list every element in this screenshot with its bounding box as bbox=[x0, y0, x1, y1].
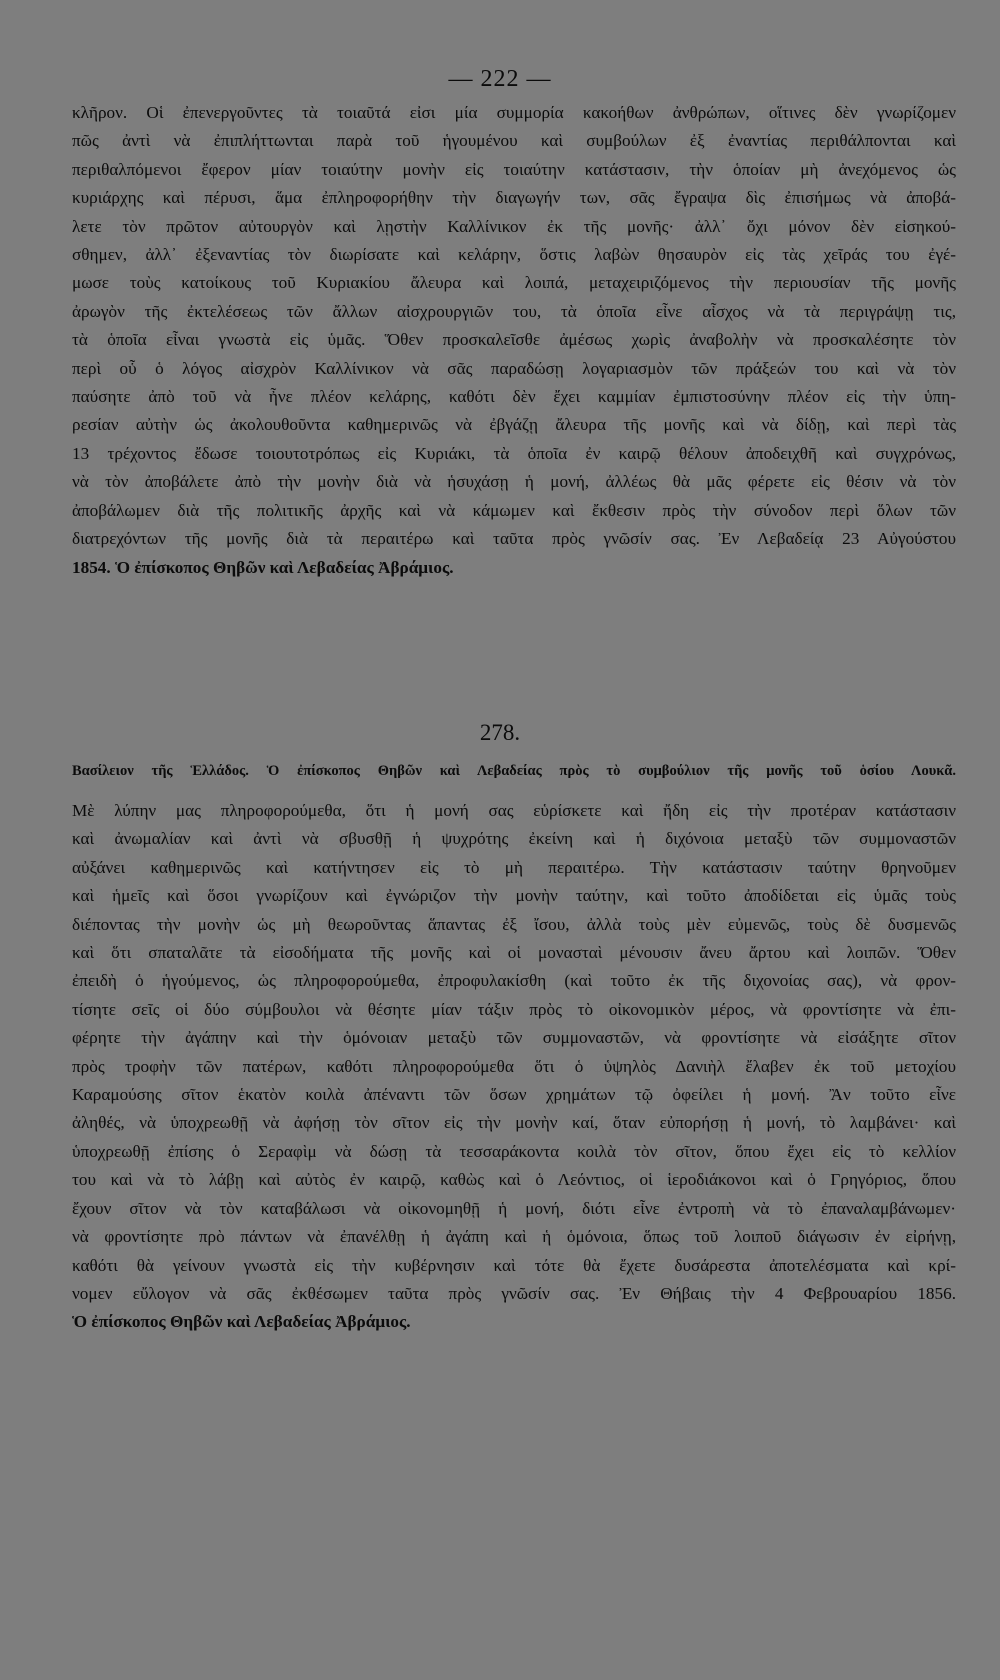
text-line: ἀρωγὸν τῆς ἐκτελέσεως τῶν ἄλλων αἰσχρουργιῶν του, τὰ ὁποῖα εἶνε αἶσχος νὰ τὰ περιγράψῃ τις, bbox=[72, 301, 956, 321]
text-line: ὑποχρεωθῇ ἐπίσης ὁ Σεραφὶμ νὰ δώσῃ τὰ τεσσαράκοντα κοιλὰ τὸν σῖτον, ὅπου ἔχει εἰς τὸ κελλίον bbox=[72, 1141, 956, 1161]
text-line: ἐπειδὴ ὁ ἡγούμενος, ὡς πληροφορούμεθα, ἐπροφυλακίσθη (καὶ τοῦτο ἐκ τῆς διχονοίας σας), νὰ φρον- bbox=[72, 971, 956, 991]
text-line: αὐξάνει καθημερινῶς καὶ κατήντησεν εἰς τὸ μὴ περαιτέρω. Τὴν κατάστασιν ταύτην θρηνοῦμεν bbox=[72, 857, 956, 877]
text-line: διέποντας τὴν μονὴν ὡς μὴ θεωροῦντας ἅπαντας ἐξ ἴσου, ἀλλὰ τοὺς μὲν εὐμενῶς, τοὺς δὲ δυσμενῶς bbox=[72, 914, 956, 934]
text-line: κλῆρον. Οἱ ἐπενεργοῦντες τὰ τοιαῦτά εἰσι μία συμμορία κακοήθων ἀνθρώπων, οἵτινες δὲν γνωρίζομεν bbox=[72, 103, 956, 122]
text-line: λετε τὸν πρῶτον αὐτουργὸν καὶ λῃστὴν Καλλίνικον ἐκ τῆς μονῆς· ἀλλ᾽ ὄχι μόνον δὲν εἰσηκού- bbox=[72, 216, 956, 236]
text-line: μωσε τοὺς κατοίκους τοῦ Κυριακίου ἄλευρα καὶ λοιπά, μεταχειριζόμενος τὴν περιουσίαν τῆς μονῆς bbox=[72, 273, 956, 293]
text-line: φέρητε τὴν ἀγάπην καὶ τὴν ὁμόνοιαν μεταξὺ τῶν συμμοναστῶν, νὰ φροντίσητε νὰ εἰσάξητε σῖτον bbox=[72, 1028, 956, 1048]
text-line: καθότι θὰ γείνουν γνωστὰ εἰς τὴν κυβέρνησιν καὶ τότε θὰ ἔχετε δυσάρεστα ἀποτελέσματα καὶ κρί- bbox=[72, 1255, 956, 1275]
page-number: — 222 — bbox=[448, 66, 552, 92]
text-line: σθημεν, ἀλλ᾽ ἐξεναντίας τὸν διωρίσατε καὶ κελάρην, ὅστις λαβὼν θησαυρὸν εἰς τὰς χεῖράς του ἐγέ- bbox=[72, 245, 956, 265]
text-line: του καὶ νὰ τὸ λάβῃ καὶ αὐτὸς ἐν καιρῷ, καθὼς καὶ ὁ Λεόντιος, οἱ ἱεροδιάκονοι καὶ ὁ Γρηγόριος, ὅπου bbox=[72, 1170, 956, 1190]
text-line: 13 τρέχοντος ἔδωσε τοιουτοτρόπως εἰς Κυριάκι, τὰ ὁποῖα ἐν καιρῷ θέλουν ἀποδειχθῆ καὶ συγχρόνως, bbox=[72, 443, 956, 463]
text-line: πρὸς τροφὴν τῶν πατέρων, καθότι πληροφορούμεθα ὅτι ὁ ὑψηλὸς Δανιὴλ ἔλαβεν ἐκ τοῦ μετοχίου bbox=[72, 1056, 956, 1076]
text-line: Καραμούσης σῖτον ἑκατὸν κοιλὰ ἀπέναντι τῶν ὅσων χρημάτων τῷ ὀφείλει ἡ μονή. Ἂν τοῦτο εἶνε bbox=[72, 1085, 956, 1105]
document-number: 278. bbox=[479, 720, 521, 745]
text-line: ρεσίαν αὐτὴν ὡς ἀκολουθοῦντα καθημερινῶς νὰ ἐβγάζῃ ἄλευρα τῆς μονῆς καὶ νὰ δίδῃ, καὶ περὶ τὰς bbox=[72, 415, 956, 435]
text-line: καὶ ὅτι σπαταλᾶτε τὰ εἰσοδήματα τῆς μονῆς καὶ οἱ μονασταὶ μένουσιν ἄνευ ἄρτου καὶ λοιπῶν. Ὅθεν bbox=[72, 943, 956, 963]
text-line: καὶ ἀνωμαλίαν καὶ ἀντὶ νὰ σβυσθῇ ἡ ψυχρότης ἐκείνη καὶ ἡ διχόνοια μεταξὺ τῶν συμμοναστῶν bbox=[72, 829, 956, 849]
text-line: ἔχουν σῖτον νὰ τὸν καταβάλωσι νὰ οἰκονομηθῇ ἡ μονή, διότι εἶνε ἐντροπὴ νὰ τὸ ἐπαναλαμβάνωμεν· bbox=[72, 1198, 956, 1218]
document-277-text bbox=[72, 99, 956, 582]
text-line: τίσητε σεῖς οἱ δύο σύμβουλοι νὰ θέσητε μίαν τάξιν πρὸς τὸ οἰκονομικὸν μέρος, νὰ φροντίσητε νὰ ἐπι- bbox=[72, 999, 956, 1019]
document-heading: Βασίλειον τῆς Ἑλλάδος. Ὁ ἐπίσκοπος Θηβῶν καὶ Λεβαδείας πρὸς τὸ συμβούλιον τῆς μονῆς τοῦ ὁσίου Λουκᾶ. bbox=[72, 763, 956, 779]
text-line: νὰ φροντίσητε πρὸ πάντων νὰ ἐπανέλθῃ ἡ ἀγάπη καὶ ἡ ὁμόνοια, ὅπως τοῦ λοιποῦ διάγωσιν ἐν εἰρήνῃ, bbox=[72, 1227, 956, 1247]
text-line: περιθαλπόμενοι ἔφερον μίαν τοιαύτην μονὴν εἰς τοιαύτην κατάστασιν, τὴν ὁποίαν μὴ ἀνεχόμενος ὡς bbox=[72, 159, 956, 179]
text-line: Μὲ λύπην μας πληροφορούμεθα, ὅτι ἡ μονή σας εὑρίσκετε καὶ ἤδη εἰς τὴν προτέραν κατάστασιν bbox=[72, 801, 956, 820]
text-line: διατρεχόντων τῆς μονῆς διὰ τὰ περαιτέρω καὶ ταῦτα πρὸς γνῶσίν σας. Ἐν Λεβαδείᾳ 23 Αὐγούστου bbox=[72, 529, 956, 549]
text-line: τὰ ὁποῖα εἶναι γνωστὰ εἰς ὑμᾶς. Ὅθεν προσκαλεῖσθε ἀμέσως χωρὶς ἀναβολὴν νὰ προσκαλέσητε τὸν bbox=[72, 330, 956, 350]
text-line: ἀποβάλωμεν διὰ τῆς πολιτικῆς ἀρχῆς καὶ νὰ κάμωμεν καὶ ἔκθεσιν πρὸς τὴν σύνοδον περὶ ὅλων τῶν bbox=[72, 500, 956, 520]
document-278-text bbox=[72, 797, 956, 1337]
text-line: κυριάρχης καὶ πέρυσι, ἅμα ἐπληροφορήθην τὴν διαγωγήν των, σᾶς ἔγραψα δὶς ἐπισήμως νὰ ἀποβά- bbox=[72, 188, 956, 208]
text-line: καὶ ἡμεῖς καὶ ὅσοι γνωρίζουν καὶ ἐγνώριζον τὴν μονὴν ταύτην, καὶ τοῦτο ἀποδίδεται εἰς ὑμᾶς τοὺς bbox=[72, 886, 956, 906]
text-line: περὶ οὗ ὁ λόγος αἰσχρὸν Καλλίνικον νὰ σᾶς παραδώσῃ λογαριασμὸν τῶν πράξεών του καὶ νὰ τὸν bbox=[72, 358, 956, 378]
signature-line: Ὁ ἐπίσκοπος Θηβῶν καὶ Λεβαδείας Ἀβράμιος. bbox=[72, 1312, 411, 1332]
text-line: ἀληθές, νὰ ὑποχρεωθῇ νὰ ἀφήσῃ τὸν σῖτον εἰς τὴν μονὴν καί, ὅταν εὐπορήσῃ ἡ μονή, τὸ λαμβάνει· καὶ bbox=[72, 1113, 956, 1133]
text-line: νὰ τὸν ἀποβάλετε ἀπὸ τὴν μονὴν διὰ νὰ ἡσυχάσῃ ἡ μονή, ἀλλέως θὰ μᾶς φέρετε εἰς θέσιν νὰ τὸν bbox=[72, 472, 956, 492]
text-line: παύσητε ἀπὸ τοῦ νὰ ἦνε πλέον κελάρης, καθότι δὲν ἔχει καμμίαν ἐμπιστοσύνην πλέον εἰς τὴν ὑπη- bbox=[72, 387, 956, 407]
text-line: νομεν εὔλογον νὰ σᾶς ἐκθέσωμεν ταῦτα πρὸς γνῶσίν σας. Ἐν Θήβαις τὴν 4 Φεβρουαρίου 1856. bbox=[72, 1283, 956, 1303]
text-line: πῶς ἀντὶ νὰ ἐπιπλήττωνται παρὰ τοῦ ἡγουμένου καὶ συμβούλων ἐξ ἐναντίας περιθάλπονται καὶ bbox=[72, 131, 956, 151]
signature-line: 1854. Ὁ ἐπίσκοπος Θηβῶν καὶ Λεβαδείας Ἀβράμιος. bbox=[72, 557, 454, 577]
